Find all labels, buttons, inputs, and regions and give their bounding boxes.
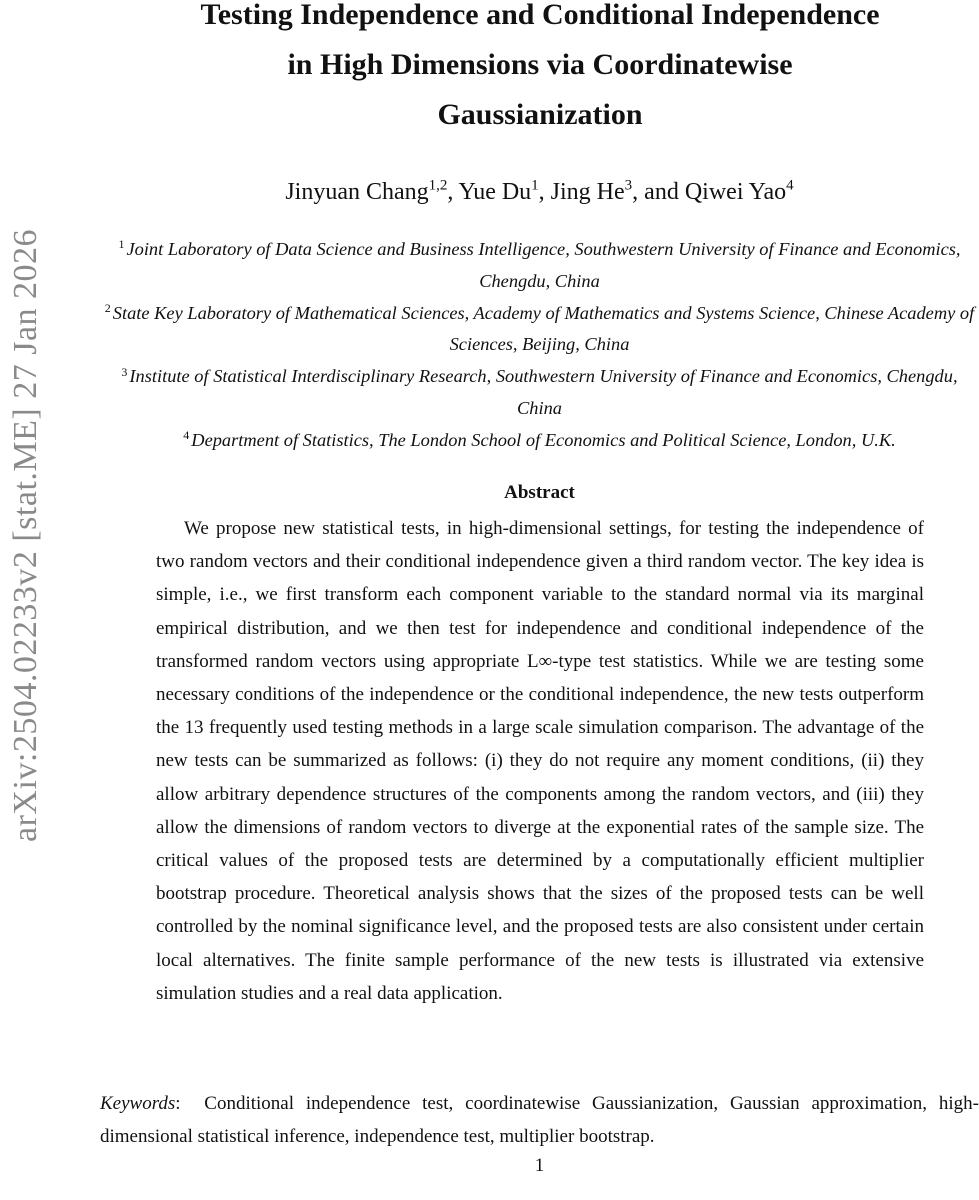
affiliation-text: Joint Laboratory of Data Science and Business Intelligence, Southwestern University of Finance and Economics, Chengdu, China <box>126 239 961 291</box>
abstract-text: We propose new statistical tests, in high-dimensional settings, for testing the independence of two random vectors and their conditional independence given a third random vector. The key idea is simple, i.e., we first transform each component variable to the standard normal via its marginal empirical distribution, and we then test for independence and conditional independence of the transformed random vectors using appropriate L∞-type test statistics. While we are testing some necessary conditions of the independence or the conditional independence, the new tests outperform the 13 frequently used testing methods in a large scale simulation comparison. The advantage of the new tests can be summarized as follows: (i) they do not require any moment conditions, (ii) they allow arbitrary dependence structures of the components among the random vectors, and (iii) they allow the dimensions of random vectors to diverge at the exponential rates of the sample size. The critical values of the proposed tests are determined by a computationally efficient multiplier bootstrap procedure. Theoretical analysis shows that the sizes of the proposed tests can be well controlled by the nominal significance level, and the proposed tests are also consistent under certain local alternatives. The finite sample performance of the new tests is illustrated via extensive simulation studies and a real data application. <box>156 518 924 1004</box>
affiliation-item <box>100 361 979 425</box>
author-superscript: 1,2 <box>428 177 448 194</box>
affiliation-item <box>100 298 979 362</box>
affiliation-text: Institute of Statistical Interdisciplinary Research, Southwestern University of Finance and Economics, Chengdu, China <box>129 366 958 418</box>
affiliation-number: 4 <box>183 428 190 443</box>
author-name: Yue Du <box>458 179 532 205</box>
keywords: Keywords: Conditional independence test, coordinatewise Gaussianization, Gaussian approximation, high-dimensional statistical inference, independence test, multiplier bootstrap. <box>100 1093 979 1147</box>
affiliation-number: 1 <box>118 237 125 252</box>
affiliation-text: State Key Laboratory of Mathematical Sciences, Academy of Mathematics and Systems Science, Chinese Academy of Sciences, Beijing, China <box>112 302 975 355</box>
author-superscript: 3 <box>624 177 633 194</box>
title-line: Gaussianization <box>437 98 643 131</box>
page-number: 1 <box>534 1155 545 1176</box>
title-line: in High Dimensions via Coordinatewise <box>287 48 793 81</box>
abstract-heading: Abstract <box>504 482 575 503</box>
author-separator: , and <box>632 179 685 205</box>
keywords-text: Conditional independence test, coordinatewise Gaussianization, Gaussian approximation, high-dimensional statistical inference, independence test, multiplier bootstrap. <box>100 1093 979 1147</box>
author-name: Qiwei Yao <box>684 179 787 205</box>
author-name: Jinyuan Chang <box>285 179 429 205</box>
author-separator: , <box>538 179 551 205</box>
keywords-label: Keywords <box>100 1093 176 1114</box>
affiliation-number: 2 <box>104 301 111 315</box>
affiliation-list <box>100 234 979 457</box>
title-line: Testing Independence and Conditional Independence <box>200 0 880 31</box>
author-list <box>100 174 979 210</box>
author-name: Jing He <box>550 179 625 205</box>
paper-page <box>100 0 979 1200</box>
affiliation-text: Department of Statistics, The London School of Economics and Political Science, London, U.K. <box>191 429 896 450</box>
affiliation-item <box>100 234 979 298</box>
author-superscript: 4 <box>786 177 794 194</box>
affiliation-item <box>100 425 979 457</box>
arxiv-identifier: arXiv:2504.02233v2 [stat.ME] 27 Jan 2026 <box>7 228 44 842</box>
abstract-body <box>156 512 924 1010</box>
author-separator: , <box>447 179 459 205</box>
affiliation-number: 3 <box>121 364 128 379</box>
author-superscript: 1 <box>531 177 539 194</box>
paper-title <box>90 0 979 140</box>
